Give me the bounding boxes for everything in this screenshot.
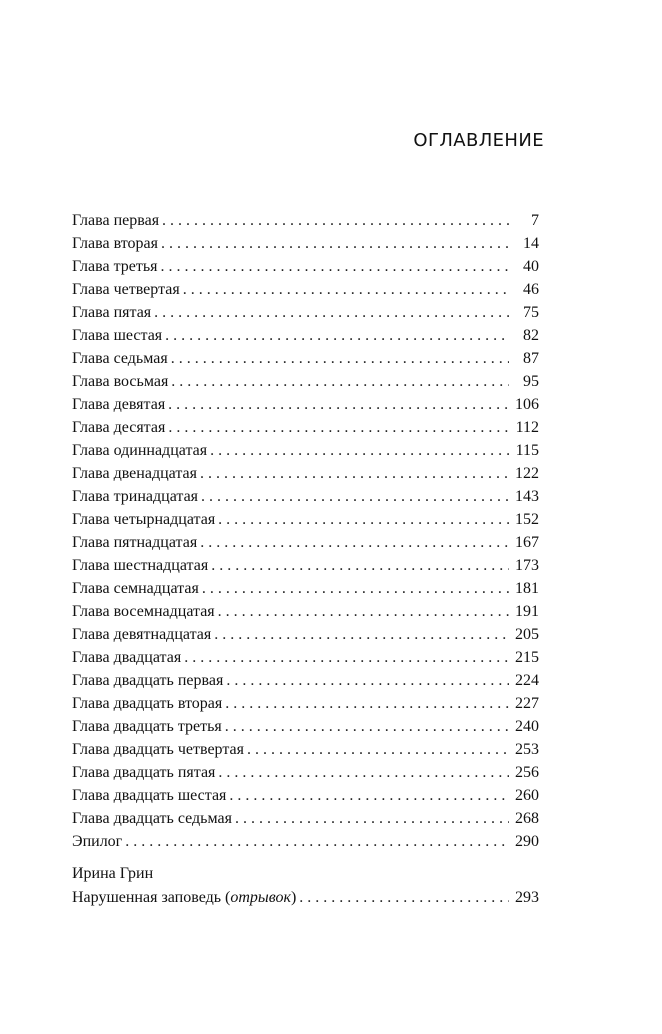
toc-dot-leader xyxy=(223,669,509,692)
excerpt-page: 293 xyxy=(515,889,539,906)
excerpt-title: Нарушенная заповедь xyxy=(72,889,222,906)
toc-entry[interactable] xyxy=(72,784,539,807)
toc-dot-leader xyxy=(197,462,509,485)
bonus-excerpt-section xyxy=(72,862,539,910)
toc-entry[interactable] xyxy=(72,692,539,715)
toc-dot-leader xyxy=(162,324,509,347)
toc-entry[interactable] xyxy=(72,577,539,600)
toc-entry-title: Глава тринадцатая xyxy=(72,488,199,505)
toc-entry-page: 106 xyxy=(515,396,539,413)
toc-entry-page: 122 xyxy=(515,465,539,482)
toc-entry-title: Глава семнадцатая xyxy=(72,580,199,597)
toc-entry-title: Глава девятая xyxy=(72,396,166,413)
toc-entry-title: Глава шестнадцатая xyxy=(72,557,209,574)
toc-entry-title: Глава двадцать первая xyxy=(72,672,224,689)
toc-entry[interactable] xyxy=(72,462,539,485)
toc-dot-leader xyxy=(159,209,509,232)
toc-entry-title: Глава четвертая xyxy=(72,281,180,298)
toc-entry[interactable] xyxy=(72,669,539,692)
toc-entry[interactable] xyxy=(72,324,539,347)
toc-dot-leader xyxy=(158,232,509,255)
toc-entry[interactable] xyxy=(72,646,539,669)
toc-entry[interactable] xyxy=(72,209,539,232)
toc-dot-leader xyxy=(211,623,509,646)
toc-entry-title: Глава пятнадцатая xyxy=(72,534,198,551)
toc-entry-page: 268 xyxy=(515,810,539,827)
toc-heading: ОГЛАВЛЕНИЕ xyxy=(413,130,544,151)
excerpt-author: Ирина Грин xyxy=(72,865,154,882)
excerpt-note-close: ) xyxy=(290,889,297,906)
toc-entry-title: Эпилог xyxy=(72,833,123,850)
toc-dot-leader xyxy=(199,577,509,600)
toc-entry-title: Глава седьмая xyxy=(72,350,168,367)
toc-entry-page: 115 xyxy=(515,442,539,459)
toc-entry[interactable] xyxy=(72,255,539,278)
toc-entry[interactable] xyxy=(72,278,539,301)
toc-entry-title: Глава десятая xyxy=(72,419,166,436)
toc-entry-title: Глава шестая xyxy=(72,327,163,344)
toc-entry-title: Глава двадцать вторая xyxy=(72,695,223,712)
toc-dot-leader xyxy=(215,508,509,531)
toc-entry-title: Глава первая xyxy=(72,212,160,229)
toc-entry-title: Глава третья xyxy=(72,258,158,275)
toc-dot-leader xyxy=(232,807,509,830)
toc-entry[interactable] xyxy=(72,393,539,416)
excerpt-note: отрывок xyxy=(230,889,291,906)
toc-dot-leader xyxy=(151,301,509,324)
toc-dot-leader xyxy=(168,347,509,370)
toc-entry-title: Глава двадцать третья xyxy=(72,718,222,735)
toc-entry-page: 173 xyxy=(515,557,539,574)
toc-entry[interactable] xyxy=(72,761,539,784)
toc-entry-page: 191 xyxy=(515,603,539,620)
toc-entry-page: 112 xyxy=(515,419,539,436)
toc-entry[interactable] xyxy=(72,347,539,370)
toc-entry-title: Глава двадцать пятая xyxy=(72,764,216,781)
toc-entry-page: 181 xyxy=(515,580,539,597)
toc-entry-page: 75 xyxy=(523,304,539,321)
toc-dot-leader xyxy=(165,416,509,439)
toc-entry-title: Глава двадцать седьмая xyxy=(72,810,232,827)
toc-entry[interactable] xyxy=(72,485,539,508)
toc-entry-title: Глава двенадцатая xyxy=(72,465,197,482)
toc-entry-page: 40 xyxy=(523,258,539,275)
toc-dot-leader xyxy=(165,393,509,416)
toc-entry[interactable] xyxy=(72,600,539,623)
toc-entry-title: Глава двадцатая xyxy=(72,649,182,666)
toc-entry-page: 46 xyxy=(523,281,539,298)
toc-entry[interactable] xyxy=(72,623,539,646)
toc-dot-leader xyxy=(197,531,509,554)
toc-entry-page: 143 xyxy=(515,488,539,505)
table-of-contents xyxy=(72,209,539,853)
toc-entry-title: Глава одиннадцатая xyxy=(72,442,208,459)
toc-entry-page: 82 xyxy=(523,327,539,344)
toc-entry-title: Глава двадцать четвертая xyxy=(72,741,244,758)
toc-entry-page: 215 xyxy=(515,649,539,666)
toc-entry[interactable] xyxy=(72,807,539,830)
toc-entry[interactable] xyxy=(72,232,539,255)
toc-entry[interactable] xyxy=(72,301,539,324)
toc-entry[interactable] xyxy=(72,439,539,462)
toc-entry[interactable] xyxy=(72,554,539,577)
excerpt-note-open: ( xyxy=(221,889,231,906)
toc-entry-page: 256 xyxy=(515,764,539,781)
toc-dot-leader xyxy=(222,715,509,738)
toc-entry-page: 87 xyxy=(523,350,539,367)
toc-entry[interactable] xyxy=(72,370,539,393)
toc-entry-title: Глава вторая xyxy=(72,235,158,252)
toc-dot-leader xyxy=(226,784,509,807)
toc-dot-leader xyxy=(215,761,509,784)
toc-entry[interactable] xyxy=(72,508,539,531)
toc-dot-leader xyxy=(180,278,509,301)
toc-dot-leader xyxy=(222,692,509,715)
toc-dot-leader xyxy=(122,830,509,853)
toc-entry-page: 7 xyxy=(531,212,539,229)
toc-dot-leader xyxy=(168,370,509,393)
toc-dot-leader xyxy=(181,646,509,669)
toc-entry-page: 224 xyxy=(515,672,539,689)
toc-entry-title: Глава девятнадцатая xyxy=(72,626,212,643)
toc-entry-page: 290 xyxy=(515,833,539,850)
toc-entry[interactable] xyxy=(72,715,539,738)
excerpt-title-group xyxy=(72,886,296,910)
toc-dot-leader xyxy=(208,554,509,577)
toc-entry-page: 240 xyxy=(515,718,539,735)
toc-dot-leader xyxy=(296,886,509,910)
toc-entry-page: 152 xyxy=(515,511,539,528)
toc-entry-page: 205 xyxy=(515,626,539,643)
toc-entry[interactable] xyxy=(72,830,539,853)
toc-entry-page: 227 xyxy=(515,695,539,712)
toc-entry-page: 14 xyxy=(523,235,539,252)
toc-dot-leader xyxy=(158,255,509,278)
toc-entry-title: Глава пятая xyxy=(72,304,152,321)
toc-entry[interactable] xyxy=(72,738,539,761)
toc-entry-title: Глава двадцать шестая xyxy=(72,787,227,804)
toc-entry-title: Глава восьмая xyxy=(72,373,169,390)
toc-entry[interactable] xyxy=(72,531,539,554)
toc-entry-title: Глава четырнадцатая xyxy=(72,511,216,528)
toc-entry-page: 253 xyxy=(515,741,539,758)
toc-dot-leader xyxy=(244,738,509,761)
toc-entry-page: 95 xyxy=(523,373,539,390)
toc-entry[interactable] xyxy=(72,416,539,439)
toc-dot-leader xyxy=(215,600,509,623)
toc-dot-leader xyxy=(198,485,509,508)
toc-dot-leader xyxy=(207,439,509,462)
excerpt-entry[interactable] xyxy=(72,886,539,910)
toc-entry-page: 260 xyxy=(515,787,539,804)
toc-entry-page: 167 xyxy=(515,534,539,551)
toc-entry-title: Глава восемнадцатая xyxy=(72,603,215,620)
